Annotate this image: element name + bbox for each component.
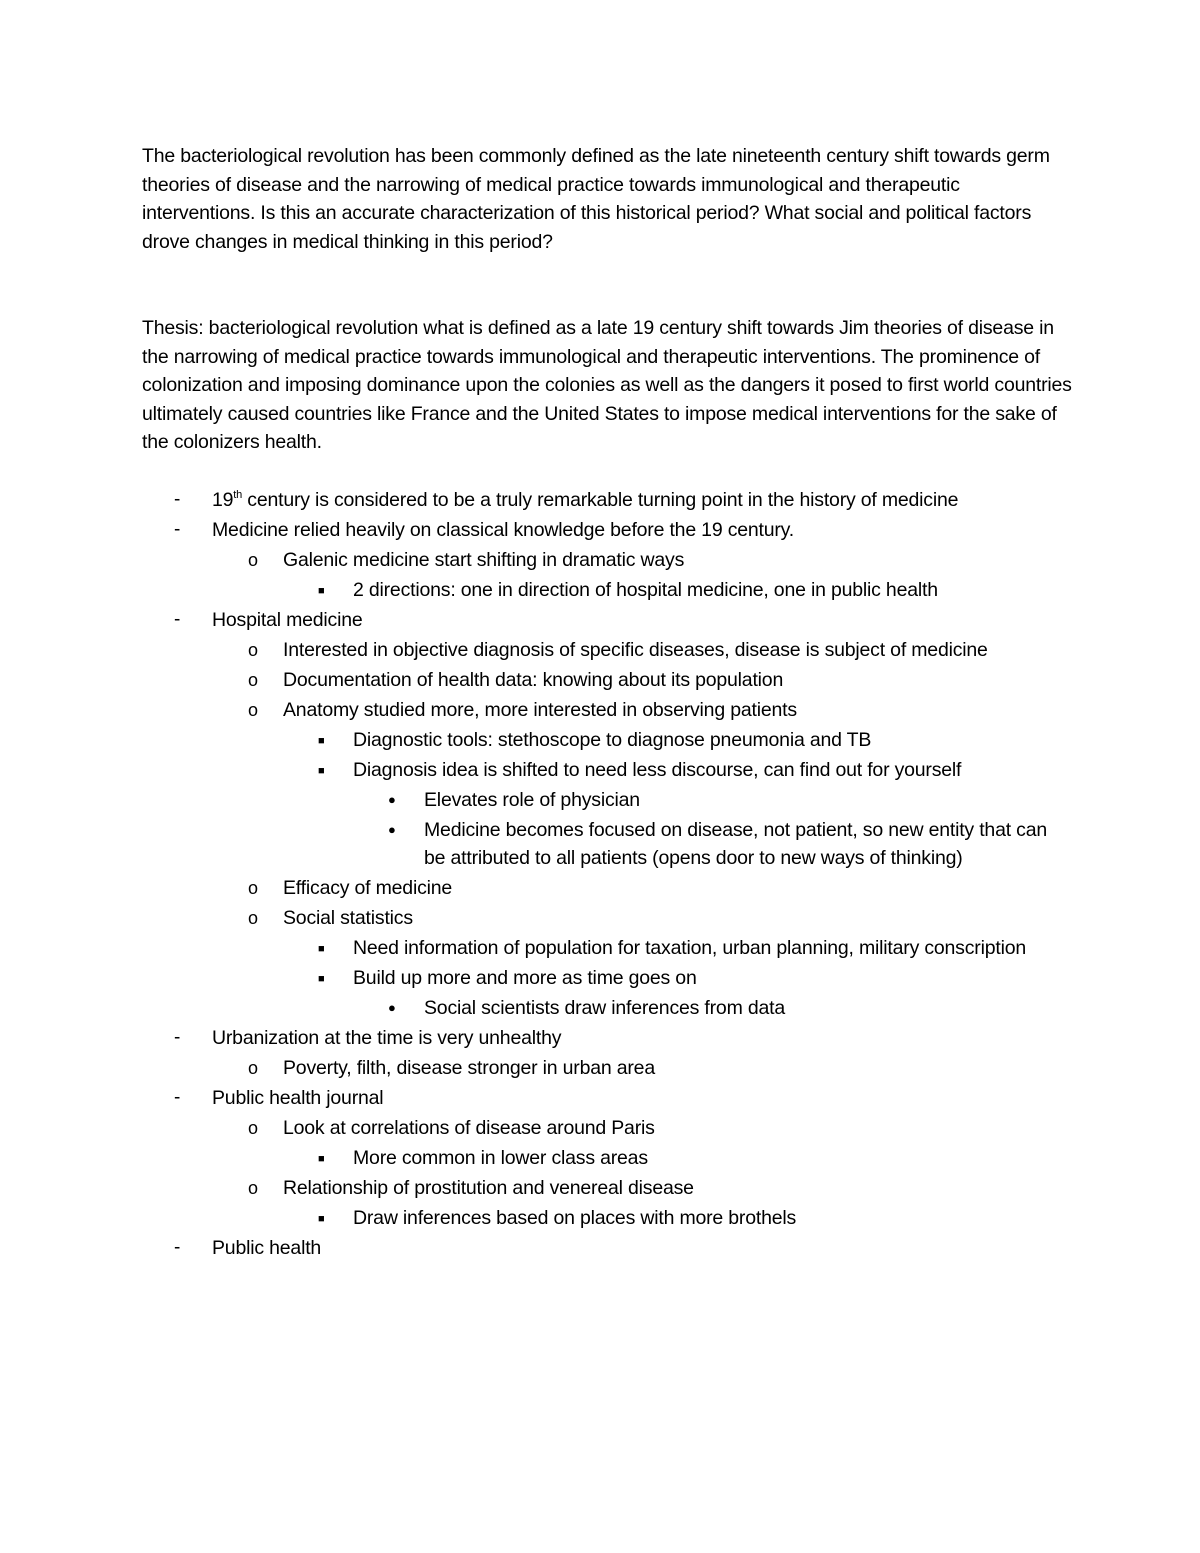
superscript: th	[233, 489, 243, 501]
circle-bullet-icon: o	[248, 669, 258, 690]
outline-item	[0, 756, 1200, 785]
dot-bullet-icon: ●	[388, 821, 396, 837]
outline-item-text: Efficacy of medicine	[283, 877, 453, 900]
outline-item-text: Social scientists draw inferences from data	[424, 997, 785, 1020]
square-bullet-icon: ■	[318, 734, 325, 747]
dash-bullet-icon: -	[174, 518, 181, 540]
outline-item	[0, 904, 1200, 933]
outline-item-text: Public health	[212, 1237, 322, 1260]
outline-item	[0, 1084, 1200, 1113]
outline-item	[0, 1024, 1200, 1053]
outline-item-rest: century is considered to be a truly remarkable turning point in the history of medicine	[242, 489, 959, 511]
square-bullet-icon: ■	[318, 973, 325, 986]
outline-item-text: Medicine relied heavily on classical knowledge before the 19 century.	[212, 518, 795, 541]
outline-item-text: Look at correlations of disease around Paris	[283, 1117, 655, 1140]
outline-item	[0, 816, 1200, 873]
outline-item	[0, 666, 1200, 695]
outline-item	[0, 1174, 1200, 1203]
outline-item-text: Diagnostic tools: stethoscope to diagnose pneumonia and TB	[353, 728, 872, 751]
outline-item	[0, 934, 1200, 963]
outline-item	[0, 486, 1200, 515]
circle-bullet-icon: o	[248, 878, 258, 899]
outline-item	[0, 516, 1200, 545]
outline-item	[0, 1204, 1200, 1233]
square-bullet-icon: ■	[318, 584, 325, 597]
outline-item-text: Medicine becomes focused on disease, not patient, so new entity that can be attributed to all patients (opens door to new ways of thinking)	[424, 818, 1047, 870]
circle-bullet-icon: o	[248, 1058, 258, 1079]
outline-item	[0, 1114, 1200, 1143]
outline-item-text: 2 directions: one in direction of hospital medicine, one in public health	[353, 578, 938, 601]
outline-item	[0, 1144, 1200, 1173]
outline-item-text: More common in lower class areas	[353, 1147, 648, 1170]
dash-bullet-icon: -	[174, 489, 181, 510]
outline-item	[0, 874, 1200, 903]
outline-item	[0, 696, 1200, 725]
circle-bullet-icon: o	[248, 699, 258, 720]
circle-bullet-icon: o	[248, 908, 258, 929]
outline-item-text: Urbanization at the time is very unhealthy	[212, 1027, 562, 1050]
outline-item-text: Draw inferences based on places with more brothels	[353, 1207, 797, 1230]
circle-bullet-icon: o	[248, 1178, 258, 1199]
dot-bullet-icon: ●	[388, 791, 396, 807]
outline-item-text: Anatomy studied more, more interested in observing patients	[283, 698, 797, 721]
outline-item-text: Elevates role of physician	[424, 788, 640, 811]
outline-item-text: Hospital medicine	[212, 608, 363, 631]
outline-item	[0, 786, 1200, 815]
notes-outline	[0, 486, 1200, 1263]
outline-item-text: Interested in objective diagnosis of specific diseases, disease is subject of medicine	[283, 638, 988, 661]
outline-item-text: Diagnosis idea is shifted to need less discourse, can find out for yourself	[353, 758, 962, 781]
outline-item-text: Poverty, filth, disease stronger in urban area	[283, 1057, 655, 1080]
outline-item-text: Public health journal	[212, 1087, 384, 1110]
outline-item	[0, 1234, 1200, 1263]
dash-bullet-icon: -	[174, 608, 181, 630]
dash-bullet-icon: -	[174, 1027, 181, 1049]
outline-item	[0, 994, 1200, 1023]
outline-item	[0, 546, 1200, 575]
outline-item	[0, 726, 1200, 755]
square-bullet-icon: ■	[318, 1213, 325, 1226]
outline-item-text: Build up more and more as time goes on	[353, 967, 697, 990]
circle-bullet-icon: o	[248, 549, 258, 570]
outline-item-text	[212, 486, 1012, 515]
square-bullet-icon: ■	[318, 764, 325, 777]
outline-item-text: Need information of population for taxation, urban planning, military conscription	[353, 937, 1026, 960]
outline-item	[0, 606, 1200, 635]
outline-item	[0, 636, 1200, 665]
outline-item-text: Social statistics	[283, 907, 413, 930]
outline-item-prefix: 19	[212, 489, 234, 511]
square-bullet-icon: ■	[318, 943, 325, 956]
outline-item-text: Galenic medicine start shifting in dramatic ways	[283, 548, 685, 571]
dash-bullet-icon: -	[174, 1087, 181, 1109]
thesis-paragraph: Thesis: bacteriological revolution what is defined as a late 19 century shift towards Jim theories of disease in the narrowing of medical practice towards immunological and therapeutic interventions. The prominence of colonization and imposing dominance upon the colonies as well as the dangers it posed to first world countries ultimately caused countries like France and the United States to impose medical interventions for the sake of the colonizers health.	[142, 317, 1072, 454]
dot-bullet-icon: ●	[388, 1000, 396, 1016]
circle-bullet-icon: o	[248, 639, 258, 660]
dash-bullet-icon: -	[174, 1237, 181, 1259]
outline-item	[0, 964, 1200, 993]
square-bullet-icon: ■	[318, 1153, 325, 1166]
outline-item-text: Documentation of health data: knowing about its population	[283, 668, 784, 691]
circle-bullet-icon: o	[248, 1118, 258, 1139]
outline-item	[0, 1054, 1200, 1083]
outline-item-text: Relationship of prostitution and venereal disease	[283, 1177, 694, 1200]
essay-prompt: The bacteriological revolution has been commonly defined as the late nineteenth century shift towards germ theories of disease and the narrowing of medical practice towards immunological and therapeutic interventions. Is this an accurate characterization of this historical period? What social and political factors drove changes in medical thinking in this period?	[142, 145, 1050, 253]
outline-item	[0, 576, 1200, 605]
